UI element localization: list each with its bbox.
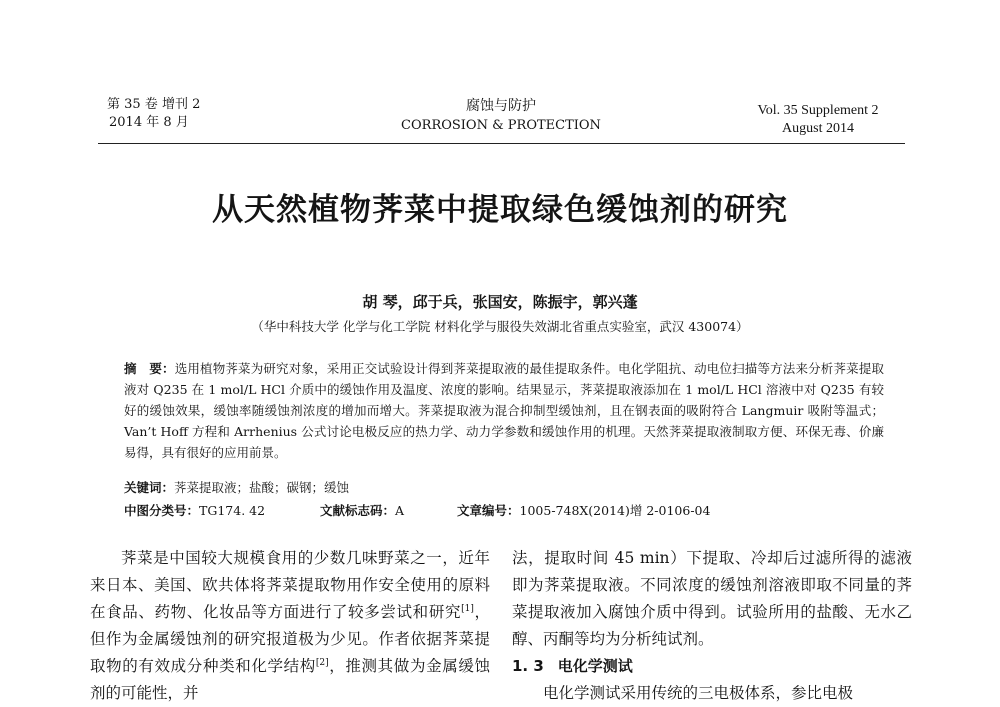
volume-label: 第 35 卷 增刊 2 [107, 97, 201, 112]
author-list: 胡 琴，邱于兵，张国安，陈振宇，郭兴蓬 [362, 293, 638, 311]
clc-number [124, 501, 265, 521]
keywords [124, 478, 884, 498]
clc-label: 中图分类号： [124, 503, 200, 518]
section-heading [512, 653, 912, 680]
journal-name-cn: 腐蚀与防护 [466, 98, 536, 114]
body-column-right [512, 545, 912, 707]
section-title: 电化学测试 [557, 657, 633, 675]
body-text: ，推测其做为金属缓蚀剂的可能性，并 [90, 657, 490, 702]
issue-date-en: August 2014 [782, 121, 854, 136]
document-code-label: 文献标志码： [320, 503, 396, 518]
citation-ref[interactable]: [2] [315, 657, 329, 668]
keywords-label: 关键词： [124, 480, 175, 495]
abstract-label: 摘 要： [124, 361, 175, 376]
journal-name [390, 97, 612, 135]
header-divider [98, 143, 905, 144]
citation-ref[interactable]: [1] [461, 603, 474, 614]
paper-title: 从天然植物荠菜中提取绿色缓蚀剂的研究 [212, 192, 788, 228]
issue-date-cn: 2014 年 8 月 [109, 115, 189, 130]
document-code [320, 501, 404, 521]
body-text: ，但作为金属缓蚀剂的研究报道极为少见。作者依据荠菜提取物的有效成分种类和化学结构 [90, 603, 490, 675]
body-paragraph [90, 545, 490, 707]
section-number: 1. 3 [512, 657, 544, 675]
body-paragraph: 电化学测试采用传统的三电极体系，参比电极 [543, 684, 854, 702]
document-code-value: A [395, 503, 405, 518]
clc-value: TG174. 42 [199, 503, 266, 518]
article-id-label: 文章编号： [457, 503, 520, 518]
author-affiliation: （华中科技大学 化学与化工学院 材料化学与服役失效湖北省重点实验室，武汉 430074） [251, 319, 749, 334]
header-issue-info-en [732, 102, 904, 138]
abstract-text: 选用植物荠菜为研究对象，采用正交试验设计得到荠菜提取液的最佳提取条件。电化学阻抗、动电位扫描等方法来分析荠菜提取液对 Q235 在 1 mol/L HCl 介质中的缓蚀作用及温度、浓度的影响。结果显示，荠菜提取液添加在 1 mol/L HCl 溶液中对 Q235 有较好的缓蚀效果，缓蚀率随缓蚀剂浓度的增加而增大。荠菜提取液为混合抑制型缓蚀剂，且在钢表面的吸附符合 Langmuir 吸附等温式；Van’t Hoff 方程和 Arrhenius 公式讨论电极反应的热力学、动力学参数和缓蚀作用的机理。天然荠菜提取液制取方便、环保无毒、价廉易得，具有很好的应用前景。 [124, 361, 884, 460]
abstract [124, 358, 884, 463]
body-column-left [90, 545, 490, 707]
volume-label-en: Vol. 35 Supplement 2 [757, 103, 879, 118]
body-paragraph: 法，提取时间 45 min）下提取、冷却后过滤所得的滤液即为荠菜提取液。不同浓度的缓蚀剂溶液即取不同量的荠菜提取液加入腐蚀介质中得到。试验所用的盐酸、无水乙醇、丙酮等均为分析纯试剂。 [512, 549, 912, 648]
article-id-value: 1005-748X(2014)增 2-0106-04 [519, 503, 711, 518]
article-id [457, 501, 710, 521]
body-text: 荠菜是中国较大规模食用的少数几味野菜之一，近年来日本、美国、欧共体将荠菜提取物用作安全使用的原料在食品、药物、化妆品等方面进行了较多尝试和研究 [90, 549, 490, 621]
journal-name-en: CORROSION & PROTECTION [401, 118, 601, 133]
header-issue-info [107, 96, 200, 132]
keywords-text: 荠菜提取液；盐酸；碳钢；缓蚀 [174, 480, 350, 495]
